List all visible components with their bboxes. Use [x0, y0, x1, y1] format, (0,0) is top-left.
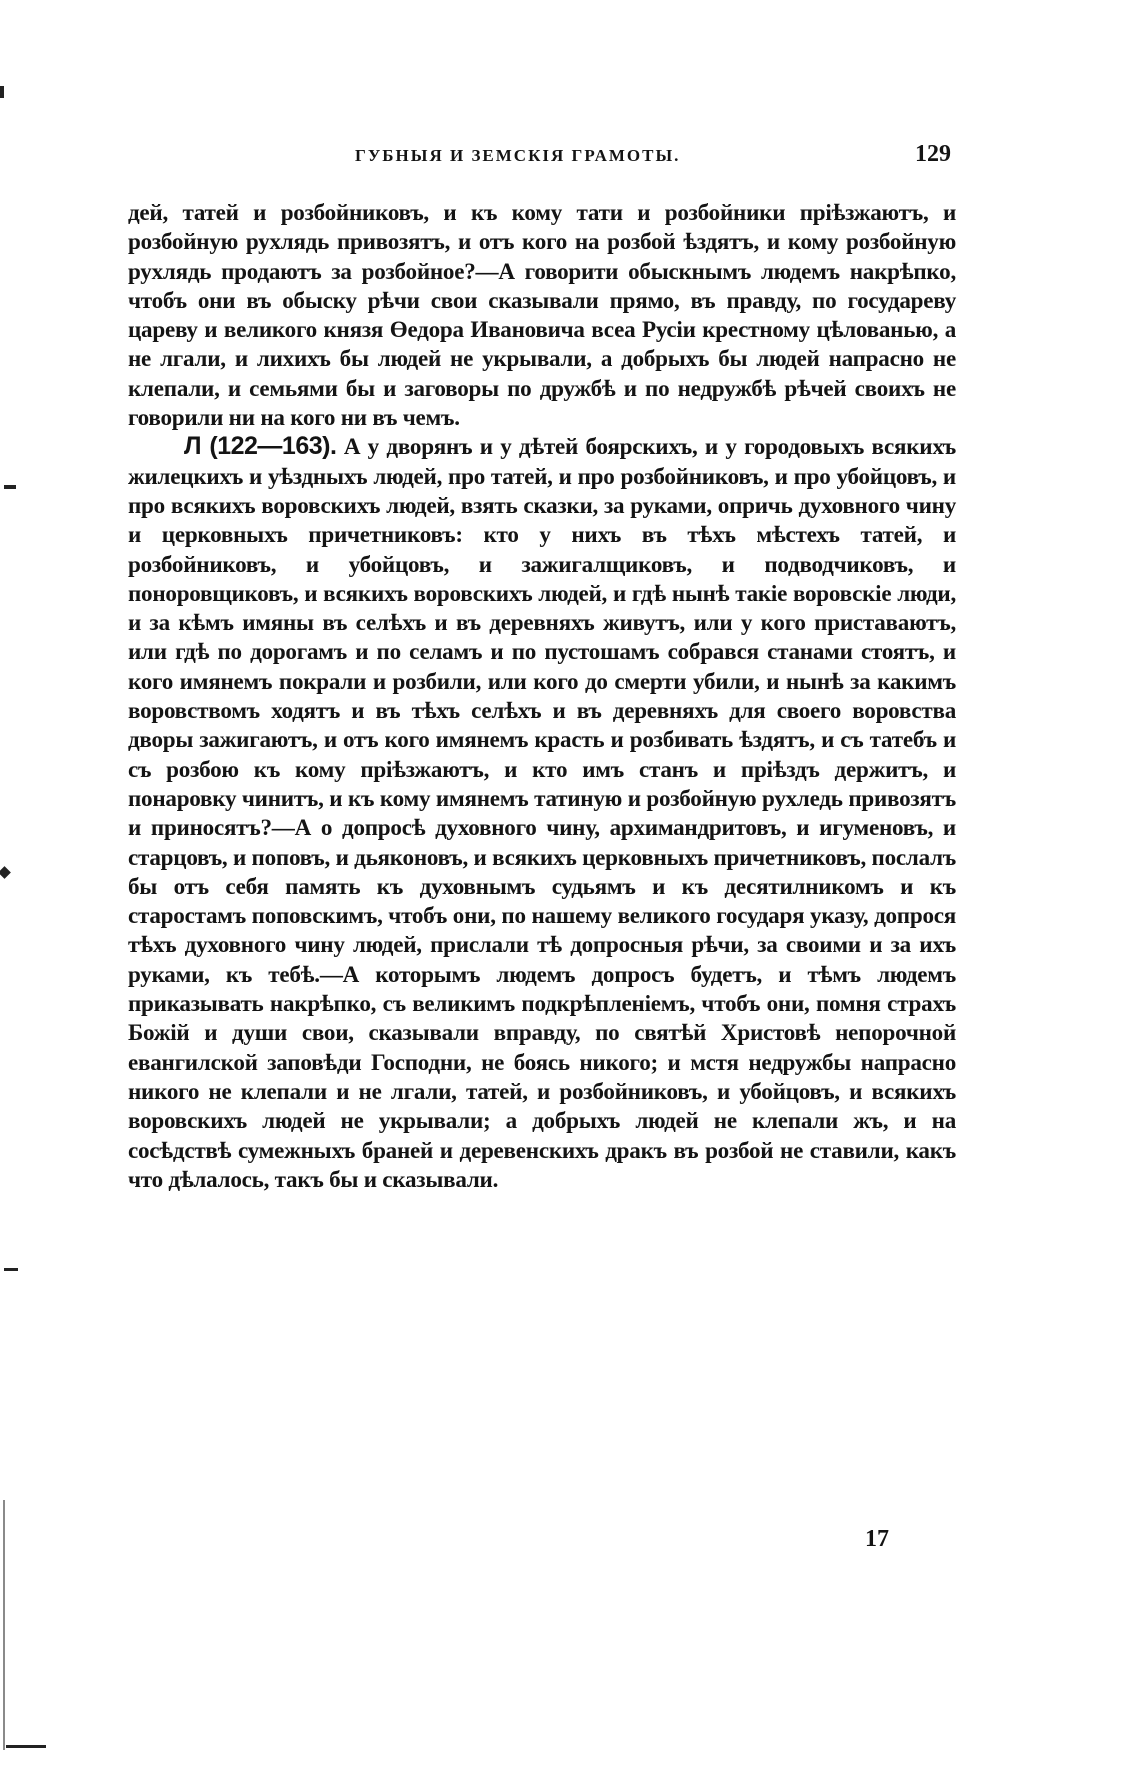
paragraph-1: дей, татей и розбойниковъ, и къ кому тати и розбойники пріѣзжаютъ, и розбойную рухлядь привозятъ, и отъ кого на розбой ѣздятъ, и кому розбойную рухлядь продаютъ за розбойное?—А говорити обыскнымъ людемъ накрѣпко, чтобъ они въ обыску рѣчи свои сказывали прямо, въ правду, по государеву цареву и великого князя Өедора Ивановича всеа Русіи крестному цѣлованью, а не лгали, и лихихъ бы людей не укрывали, а добрыхъ бы людей напрасно не клепали, и семьями бы и заговоры по дружбѣ и по недружбѣ рѣчей своихъ не говорили ни на кого ни въ чемъ. — [128, 199, 956, 431]
paragraph-2 — [128, 432, 956, 1194]
margin-tick-mark — [4, 485, 16, 489]
margin-tick-mark — [6, 1745, 46, 1748]
margin-tick-mark — [0, 866, 11, 879]
paragraph-2-text: А у дворянъ и у дѣтей боярскихъ, и у городовыхъ всякихъ жилецкихъ и уѣздныхъ людей, про татей, и про розбойниковъ, и про убойцовъ, и про всякихъ воровскихъ людей, взять сказки, за руками, опричь духовного чину и церковныхъ причетниковъ: кто у нихъ въ тѣхъ мѣстехъ татей, и розбойниковъ, и убойцовъ, и зажигалщиковъ, и подводчиковъ, и поноровщиковъ, и всякихъ воровскихъ людей, и гдѣ нынѣ такіе воровскіе люди, и за кѣмъ имяны въ селѣхъ и въ деревняхъ живутъ, или у кого приставаютъ, или гдѣ по дорогамъ и по селамъ и по пустошамъ собрався станами стоятъ, и кого имянемъ покрали и розбили, или кого до смерти убили, и нынѣ за какимъ воровствомъ ходятъ и въ тѣхъ селѣхъ и въ деревняхъ для своего воровства дворы зажигаютъ, и отъ кого имянемъ красть и розбивать ѣздятъ, и съ татебъ и съ розбою къ кому пріѣзжаютъ, и кто имъ станъ и пріѣздъ держитъ, и понаровку чинитъ, и къ кому имянемъ татиную и розбойную рухледь привозятъ и приносятъ?—А о допросѣ духовного чину, архимандритовъ, и игуменовъ, и старцовъ, и поповъ, и дьяконовъ, и всякихъ церковныхъ причетниковъ, послалъ бы отъ себя память къ духовнымъ судьямъ и къ десятилникомъ и къ старостамъ поповскимъ, чтобъ они, по нашему великого государя указу, допрося тѣхъ духовного чину людей, прислали тѣ допросныя рѣчи, за своими и за ихъ руками, къ тебѣ.—А которымъ людемъ допросъ будетъ, и тѣмъ людемъ приказывать накрѣпко, съ великимъ подкрѣпленіемъ, чтобъ они, помня страхъ Божій и души свои, сказывали вправду, по святѣй Христовѣ непорочной евангилской заповѣди Господни, не боясь никого; и мстя недружбы напрасно никого не клепали и не лгали, татей, и розбойниковъ, и убойцовъ, и всякихъ воровскихъ людей не укрывали; а добрыхъ людей не клепали жъ, и на сосѣдствѣ сумежныхъ браней и деревенскихъ дракъ въ розбой не ставили, какъ что дѣлалось, такъ бы и сказывали. — [128, 433, 956, 1192]
signature-mark: 17 — [865, 1526, 889, 1552]
running-title: ГУБНЫЯ И ЗЕМСКІЯ ГРАМОТЫ. — [355, 146, 681, 165]
body-text — [128, 198, 956, 1194]
margin-tick-mark — [0, 86, 4, 98]
margin-edge-line — [3, 1500, 5, 1750]
page-number: 129 — [915, 141, 951, 167]
section-marker: Л (122—163). — [184, 432, 337, 461]
margin-tick-mark — [4, 1268, 18, 1271]
